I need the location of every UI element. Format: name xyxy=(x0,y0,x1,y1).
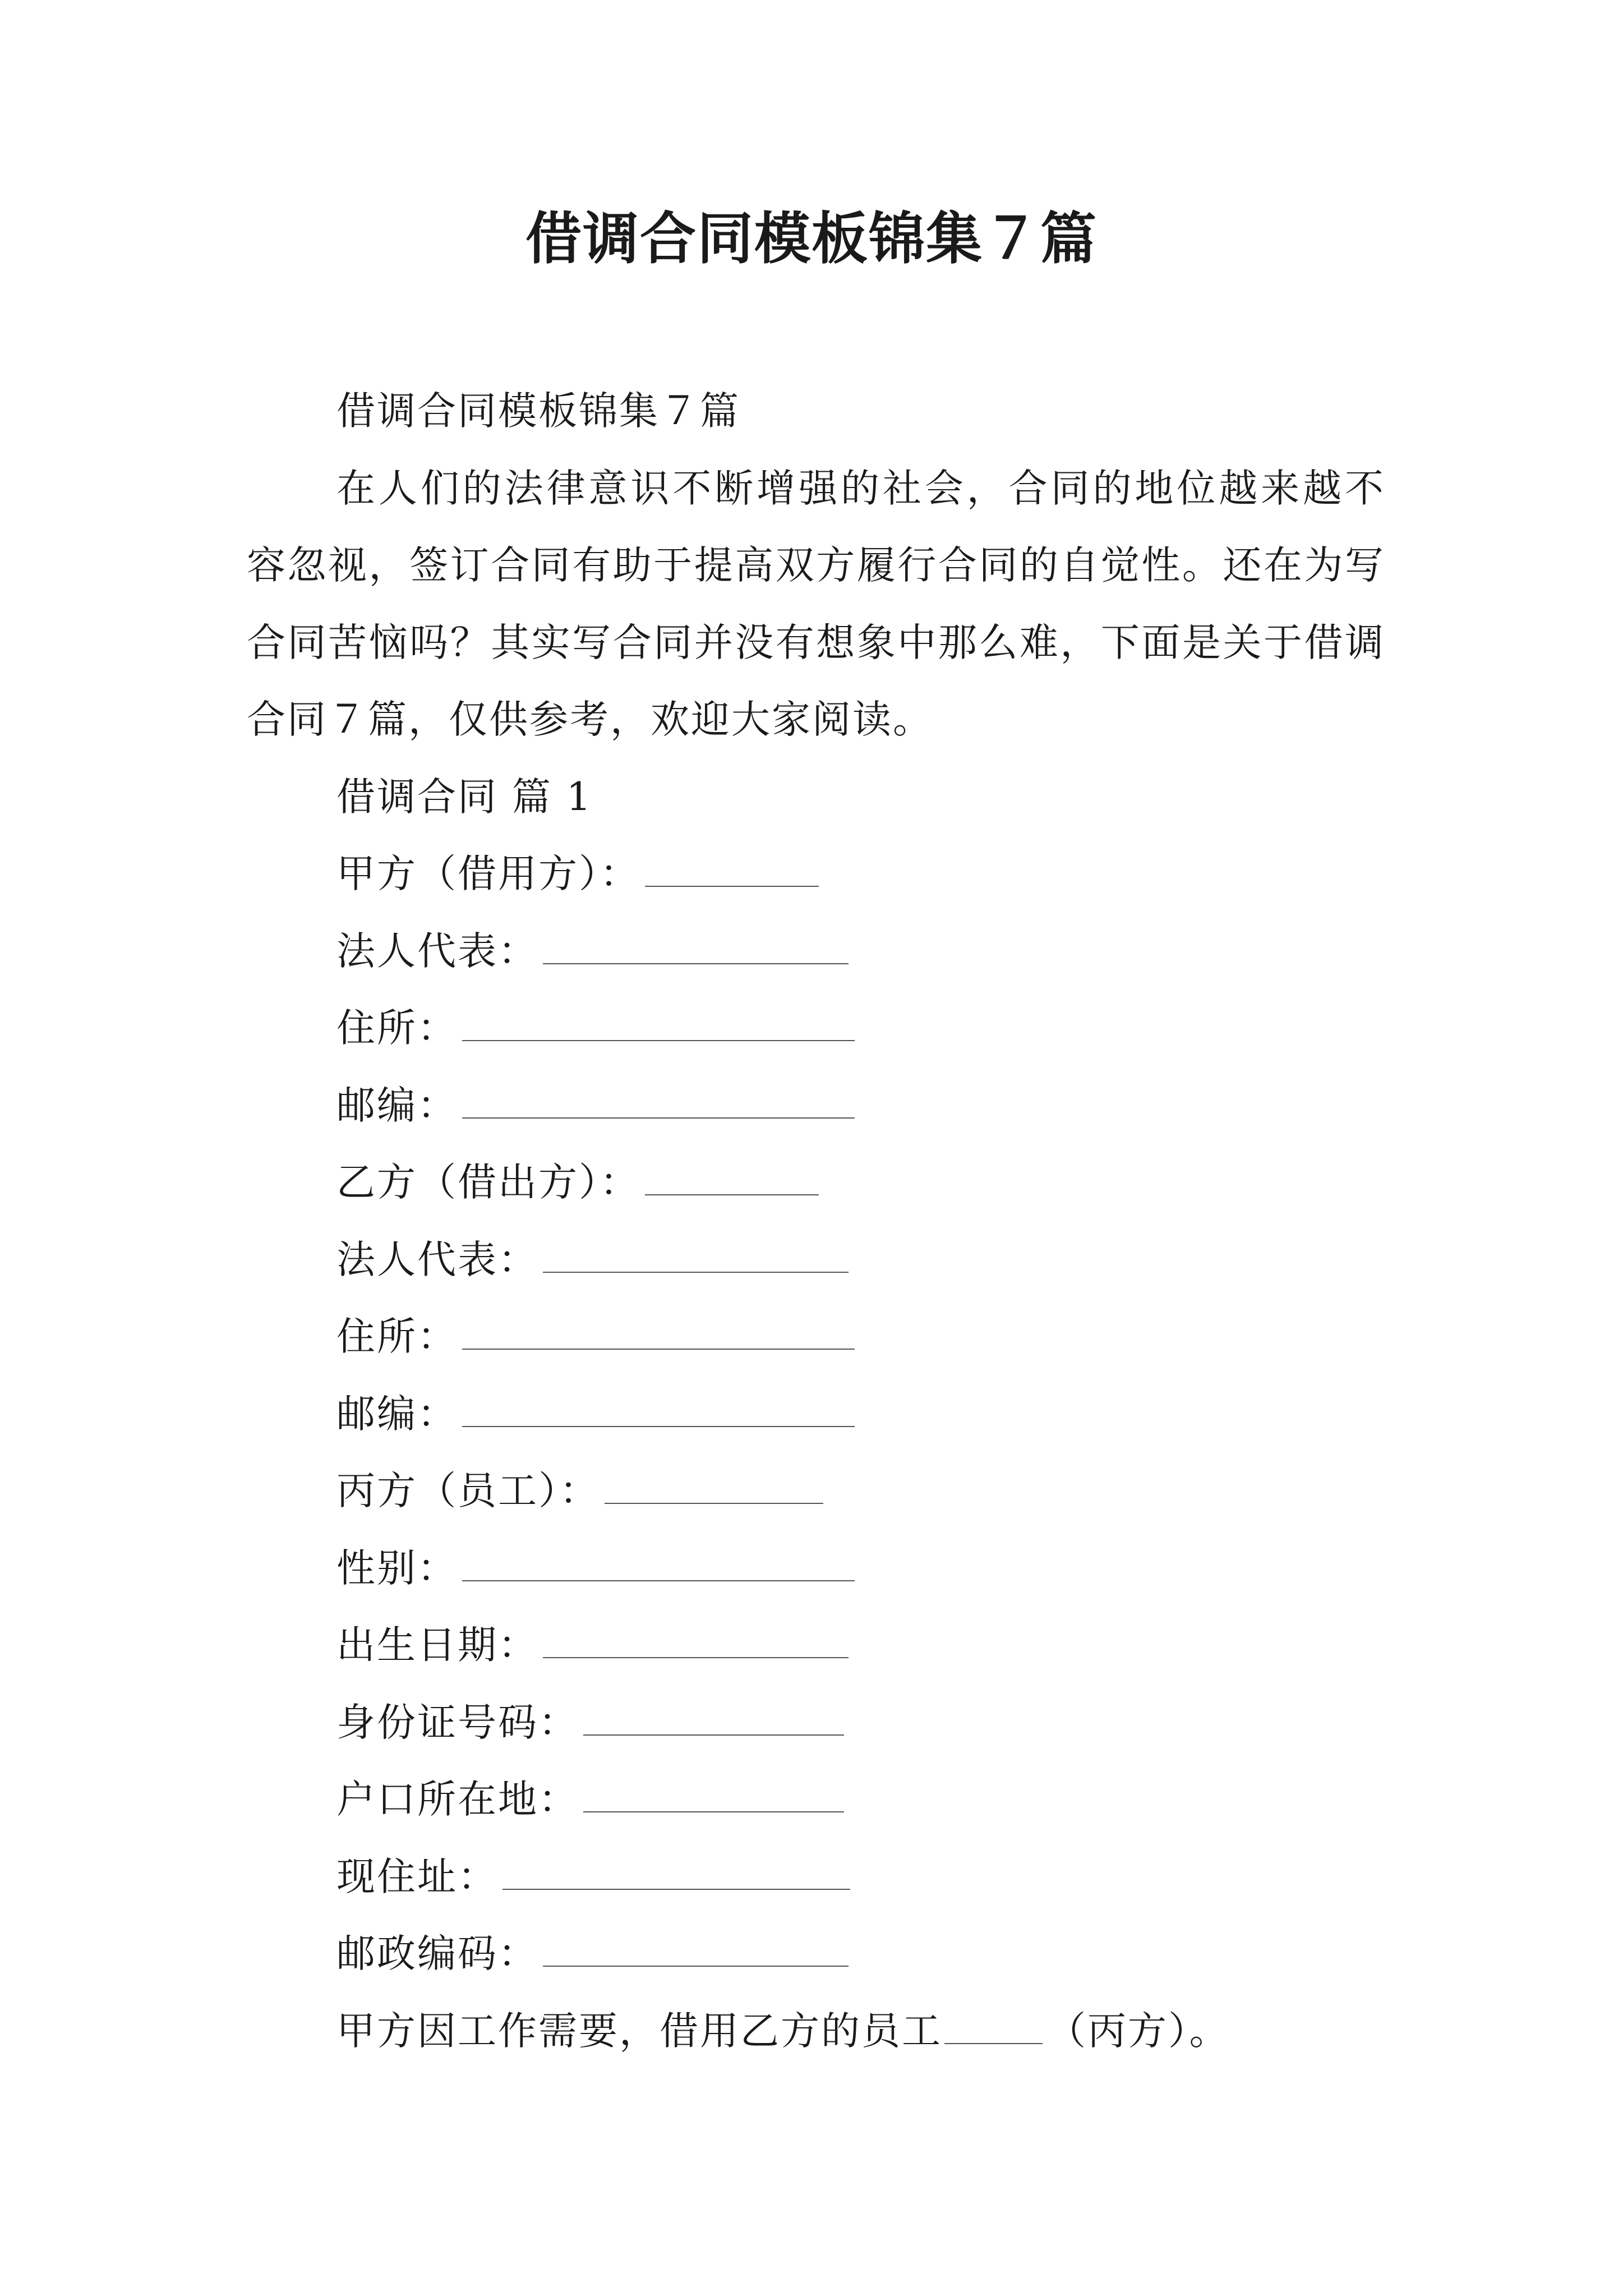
fill-blank xyxy=(462,1547,855,1581)
document-title: 借调合同模板锦集７篇 xyxy=(525,205,1098,272)
field-party-b-address xyxy=(247,1299,1385,1376)
field-label: 邮编： xyxy=(336,1083,458,1128)
fill-blank xyxy=(645,852,819,887)
field-label: 甲方（借用方）： xyxy=(336,852,640,896)
document-body xyxy=(247,373,1385,2070)
fill-blank xyxy=(645,1161,819,1195)
field-household-registration xyxy=(247,1761,1385,1839)
field-label: 乙方（借出方）： xyxy=(336,1160,640,1205)
field-label: 法人代表： xyxy=(336,1237,538,1282)
field-label: 邮政编码： xyxy=(336,1931,538,1976)
field-party-a-representative xyxy=(247,913,1385,991)
fill-blank xyxy=(462,1392,855,1427)
fill-blank xyxy=(543,1932,849,1967)
field-party-b xyxy=(247,1144,1385,1222)
field-label: 身份证号码： xyxy=(336,1700,579,1745)
field-birth-date xyxy=(247,1607,1385,1685)
field-label: 现住址： xyxy=(336,1854,498,1899)
fill-blank xyxy=(543,930,849,964)
closing-text-before: 甲方因工作需要，借用乙方的员工 xyxy=(336,2008,942,2054)
intro-paragraph: 在人们的法律意识不断增强的社会，合同的地位越来越不容忽视，签订合同有助于提高双方履行合同的自觉性。还在为写合同苦恼吗？其实写合同并没有想象中那么难，下面是关于借调合同７篇，仅供参考，欢迎大家阅读。 xyxy=(247,466,1385,742)
field-postal-code xyxy=(247,1916,1385,1993)
field-label: 丙方（员工）： xyxy=(336,1469,600,1513)
field-party-b-postcode xyxy=(247,1376,1385,1453)
fill-blank xyxy=(462,1315,855,1350)
field-label: 出生日期： xyxy=(336,1623,538,1668)
field-label: 性别： xyxy=(336,1545,458,1591)
field-label: 邮编： xyxy=(336,1391,458,1437)
fill-blank xyxy=(502,1855,850,1890)
fill-blank xyxy=(462,1006,855,1041)
field-current-address xyxy=(247,1839,1385,1916)
field-label: 住所： xyxy=(336,1314,458,1359)
field-party-a-address xyxy=(247,990,1385,1068)
field-label: 住所： xyxy=(336,1006,458,1051)
section-heading: 借调合同 篇 1 xyxy=(336,774,593,820)
field-party-b-representative xyxy=(247,1222,1385,1299)
fill-blank xyxy=(605,1469,823,1504)
field-party-a xyxy=(247,836,1385,913)
fill-blank xyxy=(944,2009,1043,2044)
fill-blank xyxy=(583,1701,844,1736)
closing-paragraph xyxy=(247,1993,1385,2070)
fill-blank xyxy=(543,1238,849,1273)
subtitle: 借调合同模板锦集７篇 xyxy=(336,389,740,434)
fill-blank xyxy=(543,1623,849,1658)
fill-blank xyxy=(462,1084,855,1119)
field-party-a-postcode xyxy=(247,1068,1385,1145)
field-label: 户口所在地： xyxy=(336,1777,579,1822)
field-id-number xyxy=(247,1685,1385,1762)
fill-blank xyxy=(583,1778,844,1812)
field-gender xyxy=(247,1530,1385,1608)
field-party-c xyxy=(247,1453,1385,1530)
closing-text-after: （丙方）。 xyxy=(1047,2008,1230,2054)
field-label: 法人代表： xyxy=(336,928,538,974)
